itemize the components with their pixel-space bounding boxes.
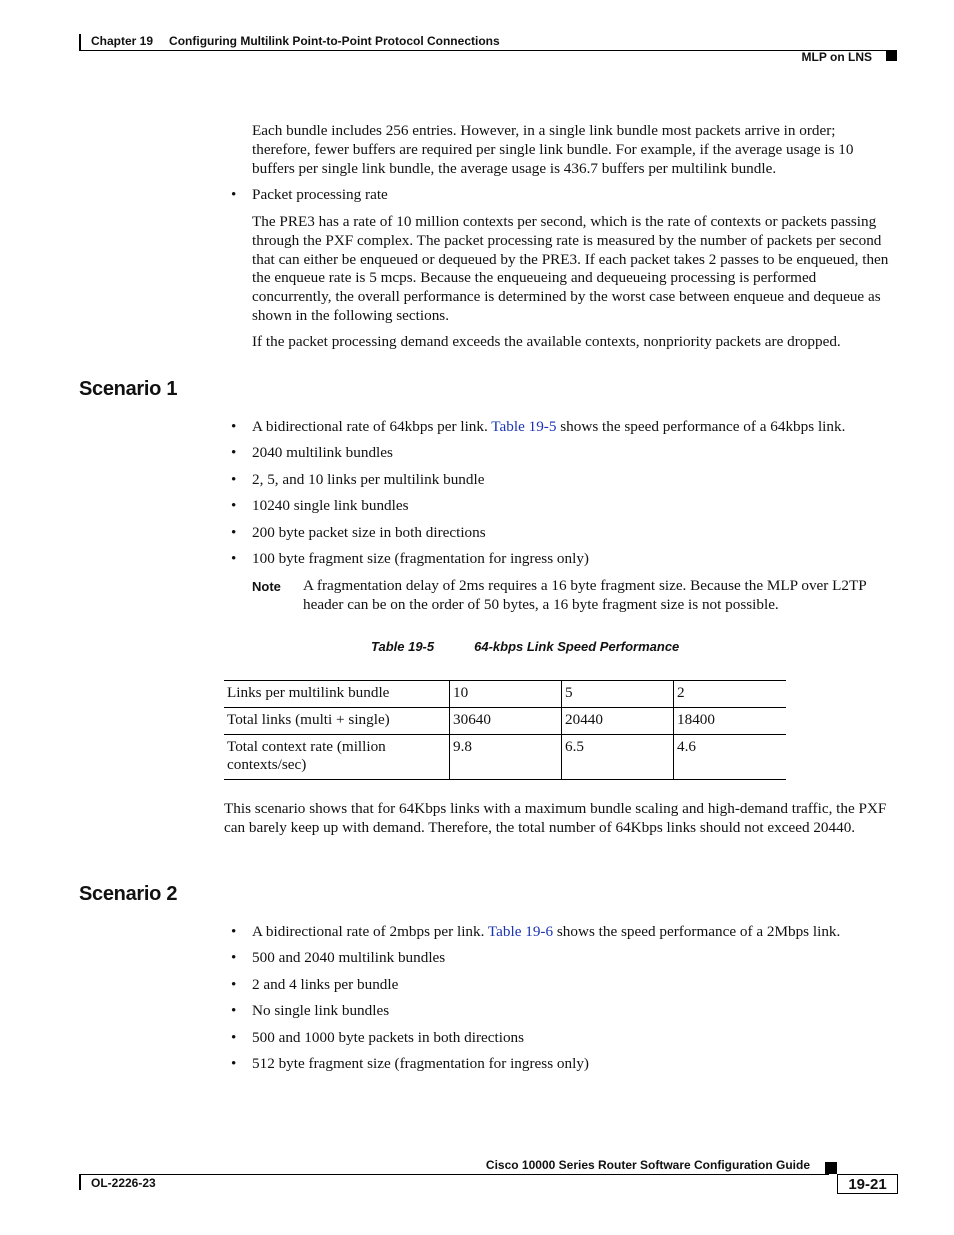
table-cell: 4.6 [674,734,787,780]
table-caption [371,639,679,654]
list-item [231,1002,389,1021]
table-cell: 18400 [674,707,787,734]
table-cell: 10 [450,681,562,708]
list-item [231,1055,589,1074]
list-item-text: 10240 single link bundles [252,497,409,514]
intro-paragraph-2: The PRE3 has a rate of 10 million contexts per second, which is the rate of contexts or packets passing through the PXF complex. The packet processing rate is measured by the number of packets per second that can either be enqueued or dequeued by the PRE3. If each packet takes 2 passes to be enqueued, then the enqueue rate is 5 mcps. Because the enqueueing and dequeueing processing is performed concurrently, the overall performance is determined by the worst case between enqueue and dequeue as shown in the following sections. [252,213,889,324]
document-number: OL-2226-23 [91,1176,156,1190]
list-item [231,949,445,968]
running-header [91,34,500,48]
section-title: MLP on LNS [801,50,872,64]
intro-paragraph-3: If the packet processing demand exceeds the available contexts, nonpriority packets are dropped. [252,333,841,350]
table-row [224,707,786,734]
table-row [224,734,786,780]
list-item-text: 2040 multilink bundles [252,444,393,461]
list-item [231,444,393,463]
list-item [231,471,484,490]
bullet-glyph: • [231,550,237,567]
bullet-glyph: • [231,949,237,966]
note-label: Note [252,579,281,594]
list-item-text: 200 byte packet size in both directions [252,524,486,541]
header-left-bar [79,34,81,51]
bullet-glyph: • [231,418,237,435]
list-item-text: 100 byte fragment size (fragmentation for ingress only) [252,550,589,567]
note-text: A fragmentation delay of 2ms requires a 16 byte fragment size. Because the MLP over L2TP header can be on the order of 50 bytes, a 16 byte fragment size is not possible. [303,577,867,613]
page-number: 19-21 [837,1174,898,1194]
list-item [231,550,589,569]
list-item-text: 2, 5, and 10 links per multilink bundle [252,471,485,488]
table-cell: Total links (multi + single) [224,707,450,734]
header-marker [886,50,897,61]
list-item-text: No single link bundles [252,1002,390,1019]
list-item-text: 500 and 2040 multilink bundles [252,949,446,966]
bullet-glyph: • [231,471,237,488]
chapter-number: Chapter 19 [91,34,154,48]
list-item-text: Packet processing rate [252,186,388,203]
list-item-text: A bidirectional rate of 2mbps per link. [252,923,488,940]
footer-rule [79,1174,829,1175]
list-item-text: A bidirectional rate of 64kbps per link. [252,418,492,435]
list-item-text: shows the speed performance of a 2Mbps link. [553,923,841,940]
footer-left-bar [79,1174,81,1190]
table-19-5-link[interactable]: Table 19-5 [491,418,557,435]
table-caption-number: Table 19-5 [371,639,435,654]
table-cell: 5 [562,681,674,708]
bullet-glyph: • [231,1055,237,1072]
list-item-text: 2 and 4 links per bundle [252,976,399,993]
table-row [224,681,786,708]
header-rule [79,50,897,51]
list-item-text: 500 and 1000 byte packets in both directions [252,1029,525,1046]
bullet-glyph: • [231,186,237,203]
table-cell: 20440 [562,707,674,734]
chapter-title: Configuring Multilink Point-to-Point Protocol Connections [169,34,500,48]
table-cell: 9.8 [450,734,562,780]
link-speed-table [224,680,786,780]
bullet-glyph: • [231,1029,237,1046]
list-item [231,497,409,516]
list-item-text: 512 byte fragment size (fragmentation for ingress only) [252,1055,589,1072]
list-item-text: shows the speed performance of a 64kbps link. [556,418,846,435]
bullet-glyph: • [231,923,237,940]
scenario-1-conclusion: This scenario shows that for 64Kbps links with a maximum bundle scaling and high-demand traffic, the PXF can barely keep up with demand. Therefore, the total number of 64Kbps links should not exceed 20440. [224,800,887,836]
footer-marker [825,1162,837,1174]
table-19-6-link[interactable]: Table 19-6 [487,923,554,940]
list-item [231,923,840,942]
intro-paragraph-1: Each bundle includes 256 entries. However, in a single link bundle most packets arrive in order; therefore, fewer buffers are required per single link bundle. For example, if the average usage is 10 buffers per single link bundle, the average usage is 436.7 buffers per multilink bundle. [252,122,854,177]
guide-title: Cisco 10000 Series Router Software Configuration Guide [485,1158,810,1172]
list-item [231,976,398,995]
table-cell: Links per multilink bundle [224,681,450,708]
table-caption-title: 64-kbps Link Speed Performance [474,639,680,654]
bullet-glyph: • [231,1002,237,1019]
bullet-glyph: • [231,976,237,993]
table-cell: Total context rate (million contexts/sec) [224,734,450,780]
table-cell: 30640 [450,707,562,734]
list-item [231,418,845,437]
list-item [231,524,486,543]
table-cell: 2 [674,681,787,708]
bullet-glyph: • [231,524,237,541]
list-item [231,1029,524,1048]
bullet-glyph: • [231,497,237,514]
bullet-glyph: • [231,444,237,461]
table-cell: 6.5 [562,734,674,780]
scenario-1-heading: Scenario 1 [79,378,178,400]
list-item [231,186,388,205]
scenario-2-heading: Scenario 2 [79,883,178,905]
